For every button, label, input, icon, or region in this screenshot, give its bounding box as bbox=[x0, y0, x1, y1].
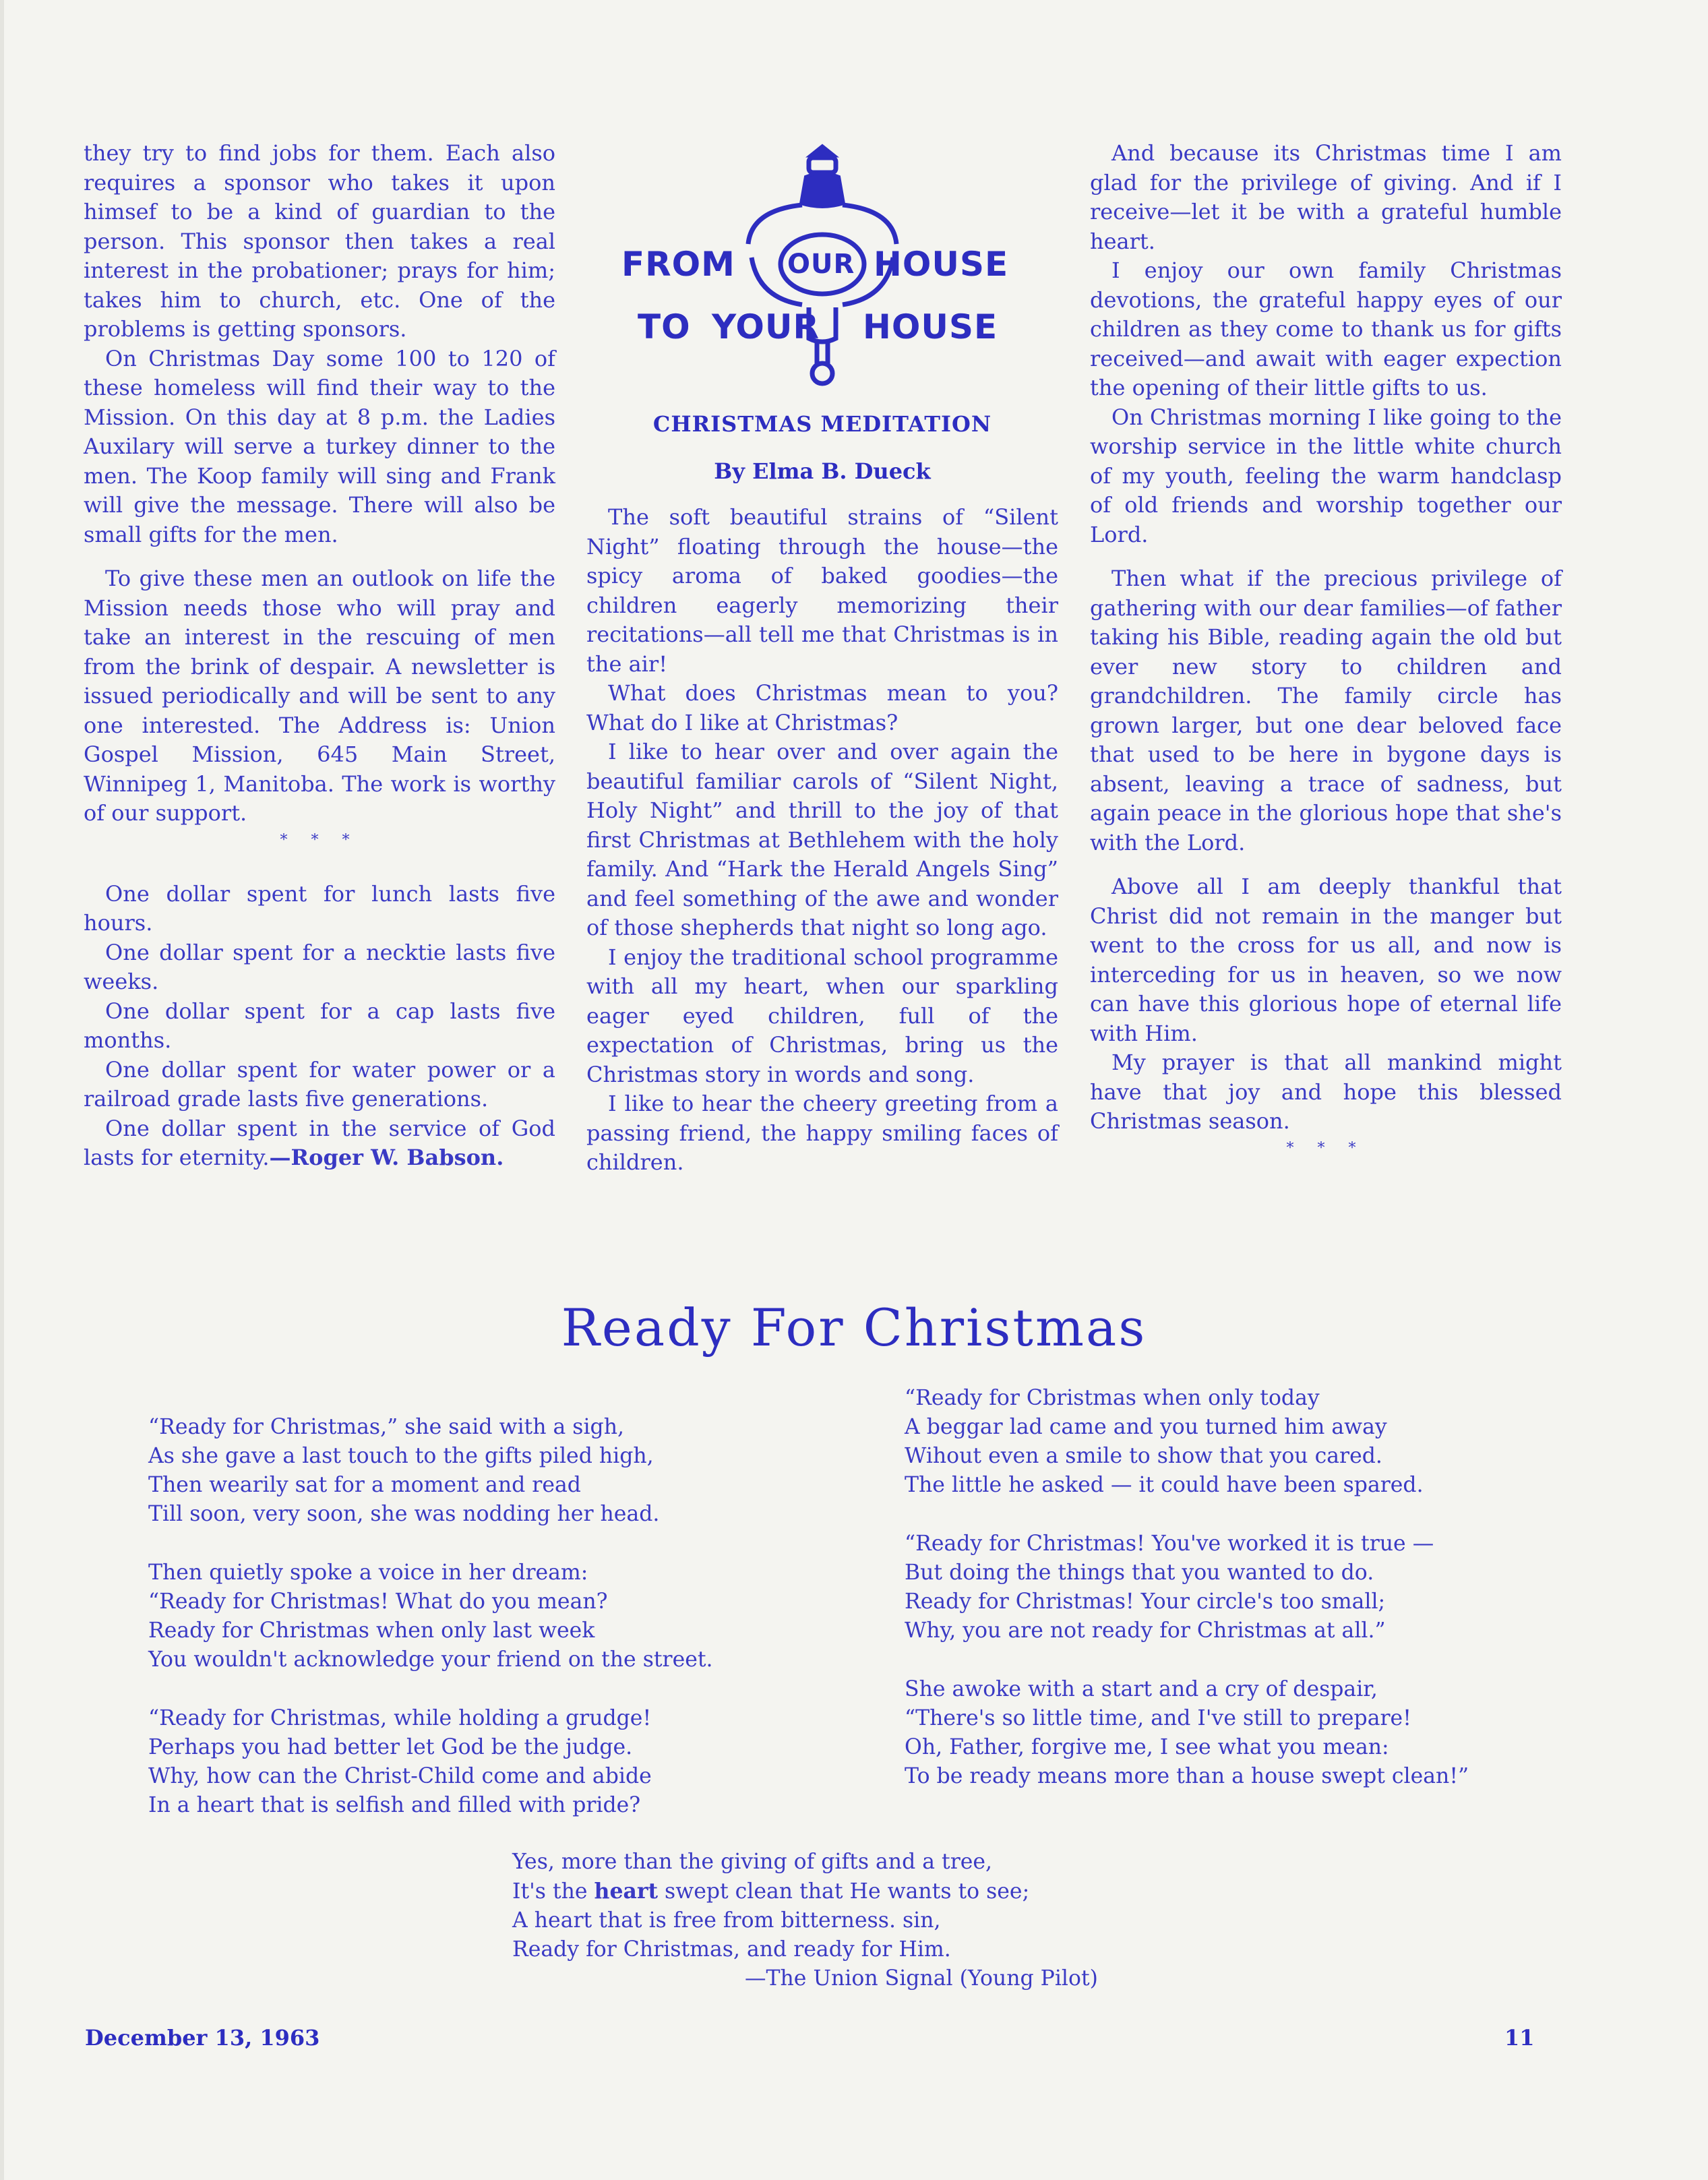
poem-line: “Ready for Christmas,” she said with a sigh, bbox=[148, 1415, 624, 1439]
meditation-byline: By Elma B. Dueck bbox=[714, 458, 931, 484]
from-our-house-logo bbox=[607, 143, 1038, 399]
poem-stanza bbox=[905, 1384, 1469, 1500]
poem-stanza bbox=[148, 1704, 713, 1820]
dollar-line: One dollar spent for lunch lasts five hours. bbox=[84, 880, 555, 936]
right-paragraph: My prayer is that all mankind might have that joy and hope this blessed Christmas season. bbox=[1090, 1050, 1562, 1134]
poem-stanza bbox=[148, 1413, 713, 1529]
poem-left-column bbox=[148, 1413, 713, 1850]
poem-stanza bbox=[148, 1558, 713, 1674]
left-paragraph: they try to find jobs for them. Each also requires a sponsor who takes it upon himsef to be a kind of guardian to the person. This sponsor then takes a real interest in the probationer; prays for him; takes him to church, etc. One of the problems is getting sponsors. bbox=[84, 140, 555, 342]
right-paragraph: On Christmas morning I like going to the worship service in the little white church of my youth, feeling the warm handclasp of old friends and worship together our Lord. bbox=[1090, 404, 1562, 547]
poem-line: Ready for Christmas! Your circle's too small; bbox=[905, 1589, 1386, 1614]
poem-line: Why, you are not ready for Christmas at all.” bbox=[905, 1618, 1386, 1643]
left-column bbox=[84, 139, 555, 1173]
logo-house-1: HOUSE bbox=[874, 245, 1009, 284]
poem-right-column bbox=[905, 1384, 1469, 1821]
poem-line: The little he asked — it could have been spared. bbox=[905, 1473, 1424, 1497]
poem-line: But doing the things that you wanted to do. bbox=[905, 1561, 1374, 1585]
poem-line: In a heart that is selfish and filled with pride? bbox=[148, 1793, 641, 1817]
poem-line: As she gave a last touch to the gifts piled high, bbox=[148, 1444, 654, 1468]
poem-emphasis-word: heart bbox=[594, 1879, 659, 1904]
right-paragraph: Then what if the precious privilege of gathering with our dear families—of father taking his Bible, reading again the old but ever new story to children and grandchildren. The family circle has grown larger, but one dear beloved face that used to be here in bygone days is absent, leaving a trace of sadness, but again peace in the glorious hope that she's with the Lord. bbox=[1090, 566, 1562, 855]
poem-stanza bbox=[905, 1675, 1469, 1791]
left-paragraph: On Christmas Day some 100 to 120 of these homeless will find their way to the Mission. On this day at 8 p.m. the Ladies Auxilary will serve a turkey dinner to the men. The Koop family will sing and Frank will give the message. There will also be small gifts for the men. bbox=[84, 345, 555, 547]
meditation-paragraph: I like to hear over and over again the beautiful familiar carols of “Silent Night, Holy Night” and thrill to the joy of that first Christmas at Bethlehem with the holy family. And “Hark the Herald Angels Sing” and feel something of the awe and wonder of those shepherds that night so long ago. bbox=[586, 739, 1058, 940]
poem-line: To be ready means more than a house swept clean!” bbox=[905, 1764, 1469, 1788]
footer-date: December 13, 1963 bbox=[85, 2025, 320, 2051]
poem-line: Why, how can the Christ-Child come and abide bbox=[148, 1764, 652, 1788]
poem-line-part: It's the bbox=[512, 1879, 594, 1904]
left-paragraph: To give these men an outlook on life the Mission needs those who will pray and take an interest in the rescuing of men from the brink of despair. A newsletter is issued periodically and will be sent to any one interested. The Address is: Union Gospel Mission, 645 Main Street, Winnipeg 1, Manitoba. The work is worthy of our support. bbox=[84, 566, 555, 826]
meditation-paragraph: I enjoy the traditional school programme with all my heart, when our sparkling eager eyed children, full of the expectation of Christmas, bring us the Christmas story in words and song. bbox=[586, 944, 1058, 1087]
dollar-author: —Roger W. Babson. bbox=[269, 1145, 504, 1170]
right-paragraph: And because its Christmas time I am glad for the privilege of giving. And if I receive—let it be with a grateful humble heart. bbox=[1090, 140, 1562, 254]
poem-line bbox=[512, 1877, 1098, 1906]
logo-house-2: HOUSE bbox=[863, 307, 998, 346]
dollar-line: One dollar spent for water power or a railroad grade lasts five generations. bbox=[84, 1056, 555, 1112]
poem-line: “Ready for Cbristmas when only today bbox=[905, 1386, 1320, 1410]
poem-line: “Ready for Christmas! What do you mean? bbox=[148, 1589, 608, 1614]
poem-line: “There's so little time, and I've still to prepare! bbox=[905, 1706, 1411, 1730]
poem-line: Till soon, very soon, she was nodding her head. bbox=[148, 1502, 660, 1526]
poem-line: Yes, more than the giving of gifts and a tree, bbox=[512, 1850, 993, 1874]
poem-line: She awoke with a start and a cry of despair, bbox=[905, 1677, 1378, 1701]
logo-your: YOUR bbox=[712, 307, 820, 346]
poem-line-part: swept clean that He wants to see; bbox=[658, 1879, 1030, 1904]
meditation-title: CHRISTMAS MEDITATION bbox=[652, 411, 992, 437]
middle-column bbox=[586, 503, 1058, 1178]
poem-title: Ready For Christmas bbox=[561, 1298, 1147, 1358]
logo-to: TO bbox=[638, 307, 691, 346]
dollar-line-last bbox=[84, 1114, 555, 1173]
logo-our: OUR bbox=[787, 249, 855, 280]
right-paragraph: I enjoy our own family Christmas devotions, the grateful happy eyes of our children as they come to thank us for gifts received—and await with eager expection the opening of their little gifts to us. bbox=[1090, 258, 1562, 400]
poem-stanza bbox=[905, 1530, 1469, 1645]
poem-final-stanza bbox=[512, 1848, 1098, 1993]
meditation-paragraph: I like to hear the cheery greeting from a passing friend, the happy smiling faces of children. bbox=[586, 1091, 1058, 1175]
logo-from: FROM bbox=[621, 245, 735, 284]
separator-stars: * * * bbox=[280, 831, 359, 849]
poem-line: A beggar lad came and you turned him away bbox=[905, 1415, 1387, 1439]
meditation-paragraph: What does Christmas mean to you? What do I like at Christmas? bbox=[586, 680, 1058, 735]
poem-line: You wouldn't acknowledge your friend on the street. bbox=[148, 1647, 713, 1672]
right-paragraph: Above all I am deeply thankful that Christ did not remain in the manger but went to the cross for us all, and now is interceding for us in heaven, so we now can have this glorious hope of eternal life with Him. bbox=[1090, 874, 1562, 1046]
dollar-last-text: One dollar spent in the service of God lasts for eternity. bbox=[84, 1115, 555, 1170]
right-column bbox=[1090, 139, 1562, 1158]
poem-line: A heart that is free from bitterness. sin, bbox=[512, 1908, 941, 1933]
poem-line: Then quietly spoke a voice in her dream: bbox=[148, 1561, 588, 1585]
poem-line: Oh, Father, forgive me, I see what you mean: bbox=[905, 1735, 1389, 1759]
separator-stars: * * * bbox=[1286, 1139, 1366, 1157]
poem-line: Wihout even a smile to show that you cared. bbox=[905, 1444, 1382, 1468]
poem-attribution: —The Union Signal (Young Pilot) bbox=[745, 1966, 1098, 1991]
poem-line: “Ready for Christmas! You've worked it is true — bbox=[905, 1532, 1434, 1556]
dollar-line: One dollar spent for a cap lasts five months. bbox=[84, 998, 555, 1053]
poem-line: Perhaps you had better let God be the judge. bbox=[148, 1735, 633, 1759]
poem-line: Ready for Christmas when only last week bbox=[148, 1618, 595, 1643]
dollar-line: One dollar spent for a necktie lasts five weeks. bbox=[84, 939, 555, 994]
page-number: 11 bbox=[1504, 2025, 1535, 2051]
meditation-paragraph: The soft beautiful strains of “Silent Night” floating through the house—the spicy aroma of baked goodies—the children eagerly memorizing their recitations—all tell me that Christmas is in the air! bbox=[586, 504, 1058, 677]
poem-line: Ready for Christmas, and ready for Him. bbox=[512, 1937, 951, 1962]
poem-line: “Ready for Christmas, while holding a grudge! bbox=[148, 1706, 652, 1730]
poem-line: Then wearily sat for a moment and read bbox=[148, 1473, 581, 1497]
